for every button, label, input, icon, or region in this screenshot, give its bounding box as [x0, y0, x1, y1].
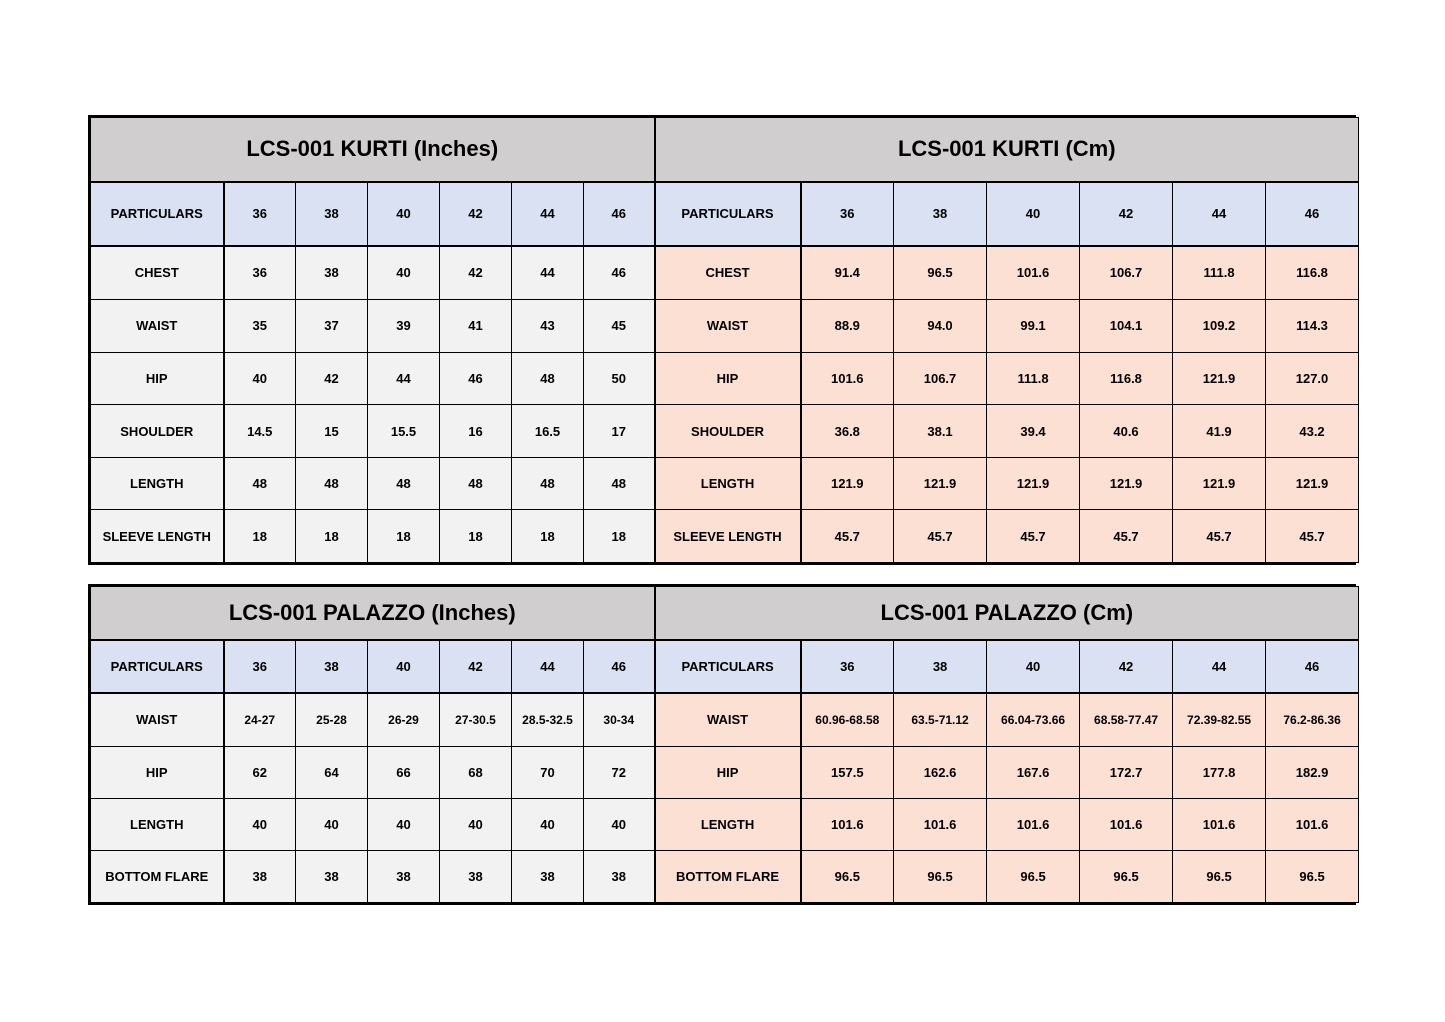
palazzo-inches-size-header: 42 [440, 640, 512, 693]
cell-cm: 167.6 [987, 746, 1080, 798]
cell-inches: 18 [584, 510, 655, 563]
cell-inches: 18 [512, 510, 584, 563]
kurti-size-chart [88, 115, 1356, 565]
row-label: SLEEVE LENGTH [91, 510, 224, 563]
cell-inches: 40 [368, 246, 440, 300]
cell-cm: 121.9 [801, 457, 894, 510]
cell-cm: 45.7 [1266, 510, 1359, 563]
cell-cm: 162.6 [894, 746, 987, 798]
table-row [91, 746, 1359, 798]
cell-cm: 63.5-71.12 [894, 693, 987, 747]
row-label: CHEST [655, 246, 801, 300]
cell-cm: 127.0 [1266, 352, 1359, 405]
cell-inches: 38 [512, 850, 584, 902]
cell-cm: 40.6 [1080, 405, 1173, 458]
kurti-cm-size-header: 44 [1173, 182, 1266, 246]
cell-inches: 24-27 [224, 693, 296, 747]
palazzo-inches-title: LCS-001 PALAZZO (Inches) [91, 587, 655, 640]
palazzo-cm-size-header: 42 [1080, 640, 1173, 693]
row-label: SHOULDER [91, 405, 224, 458]
cell-cm: 45.7 [894, 510, 987, 563]
cell-inches: 38 [368, 850, 440, 902]
cell-inches: 38 [296, 850, 368, 902]
cell-inches: 46 [584, 246, 655, 300]
cell-cm: 41.9 [1173, 405, 1266, 458]
cell-cm: 111.8 [987, 352, 1080, 405]
row-label: HIP [655, 746, 801, 798]
cell-inches: 28.5-32.5 [512, 693, 584, 747]
table-row [91, 352, 1359, 405]
table-row [91, 300, 1359, 353]
cell-inches: 18 [296, 510, 368, 563]
cell-inches: 40 [512, 798, 584, 850]
cell-cm: 72.39-82.55 [1173, 693, 1266, 747]
cell-inches: 40 [224, 352, 296, 405]
cell-inches: 36 [224, 246, 296, 300]
cell-cm: 121.9 [1080, 457, 1173, 510]
kurti-inches-size-header: 46 [584, 182, 655, 246]
cell-inches: 35 [224, 300, 296, 353]
cell-inches: 48 [368, 457, 440, 510]
cell-cm: 45.7 [1173, 510, 1266, 563]
cell-inches: 18 [440, 510, 512, 563]
table-row [91, 457, 1359, 510]
cell-inches: 46 [440, 352, 512, 405]
row-label: LENGTH [91, 798, 224, 850]
cell-cm: 121.9 [1173, 457, 1266, 510]
palazzo-table [90, 586, 1359, 903]
cell-cm: 96.5 [894, 850, 987, 902]
cell-cm: 43.2 [1266, 405, 1359, 458]
palazzo-cm-size-header: 44 [1173, 640, 1266, 693]
cell-inches: 37 [296, 300, 368, 353]
table-row [91, 246, 1359, 300]
palazzo-size-chart [88, 584, 1356, 905]
cell-inches: 48 [512, 352, 584, 405]
cell-inches: 38 [296, 246, 368, 300]
cell-inches: 30-34 [584, 693, 655, 747]
cell-inches: 64 [296, 746, 368, 798]
cell-inches: 40 [296, 798, 368, 850]
kurti-inches-size-header: 44 [512, 182, 584, 246]
palazzo-inches-size-header: 44 [512, 640, 584, 693]
cell-cm: 172.7 [1080, 746, 1173, 798]
cell-inches: 38 [440, 850, 512, 902]
cell-cm: 114.3 [1266, 300, 1359, 353]
kurti-cm-size-header: 40 [987, 182, 1080, 246]
cell-inches: 38 [584, 850, 655, 902]
cell-inches: 14.5 [224, 405, 296, 458]
cell-cm: 157.5 [801, 746, 894, 798]
palazzo-cm-size-header: 40 [987, 640, 1080, 693]
cell-inches: 18 [224, 510, 296, 563]
cell-cm: 96.5 [987, 850, 1080, 902]
cell-inches: 48 [440, 457, 512, 510]
cell-inches: 48 [224, 457, 296, 510]
cell-inches: 48 [512, 457, 584, 510]
table-row [91, 850, 1359, 902]
kurti-cm-particulars-header: PARTICULARS [655, 182, 801, 246]
cell-inches: 48 [296, 457, 368, 510]
cell-cm: 36.8 [801, 405, 894, 458]
palazzo-cm-particulars-header: PARTICULARS [655, 640, 801, 693]
cell-cm: 121.9 [1266, 457, 1359, 510]
cell-cm: 94.0 [894, 300, 987, 353]
cell-cm: 177.8 [1173, 746, 1266, 798]
cell-inches: 26-29 [368, 693, 440, 747]
row-label: WAIST [91, 693, 224, 747]
cell-inches: 66 [368, 746, 440, 798]
cell-inches: 40 [584, 798, 655, 850]
row-label: SLEEVE LENGTH [655, 510, 801, 563]
palazzo-header-row [91, 640, 1359, 693]
cell-cm: 101.6 [987, 798, 1080, 850]
kurti-inches-particulars-header: PARTICULARS [91, 182, 224, 246]
cell-inches: 41 [440, 300, 512, 353]
kurti-cm-title: LCS-001 KURTI (Cm) [655, 118, 1359, 182]
palazzo-cm-size-header: 36 [801, 640, 894, 693]
row-label: LENGTH [655, 798, 801, 850]
cell-inches: 17 [584, 405, 655, 458]
cell-inches: 18 [368, 510, 440, 563]
cell-cm: 121.9 [894, 457, 987, 510]
cell-cm: 96.5 [1173, 850, 1266, 902]
cell-inches: 15.5 [368, 405, 440, 458]
cell-cm: 101.6 [801, 352, 894, 405]
cell-cm: 66.04-73.66 [987, 693, 1080, 747]
table-row [91, 798, 1359, 850]
cell-inches: 38 [224, 850, 296, 902]
cell-inches: 45 [584, 300, 655, 353]
cell-inches: 40 [224, 798, 296, 850]
cell-cm: 91.4 [801, 246, 894, 300]
table-row [91, 405, 1359, 458]
cell-cm: 116.8 [1080, 352, 1173, 405]
cell-cm: 121.9 [1173, 352, 1266, 405]
row-label: HIP [91, 746, 224, 798]
palazzo-inches-size-header: 36 [224, 640, 296, 693]
cell-cm: 96.5 [1080, 850, 1173, 902]
palazzo-inches-size-header: 40 [368, 640, 440, 693]
cell-inches: 72 [584, 746, 655, 798]
row-label: LENGTH [655, 457, 801, 510]
palazzo-cm-size-header: 38 [894, 640, 987, 693]
cell-cm: 111.8 [1173, 246, 1266, 300]
cell-inches: 70 [512, 746, 584, 798]
cell-inches: 40 [368, 798, 440, 850]
palazzo-cm-size-header: 46 [1266, 640, 1359, 693]
cell-inches: 62 [224, 746, 296, 798]
cell-cm: 101.6 [987, 246, 1080, 300]
row-label: WAIST [655, 693, 801, 747]
cell-cm: 101.6 [894, 798, 987, 850]
row-label: BOTTOM FLARE [91, 850, 224, 902]
cell-inches: 44 [368, 352, 440, 405]
table-row [91, 510, 1359, 563]
cell-cm: 45.7 [987, 510, 1080, 563]
cell-inches: 15 [296, 405, 368, 458]
cell-cm: 106.7 [1080, 246, 1173, 300]
kurti-inches-size-header: 40 [368, 182, 440, 246]
kurti-inches-title: LCS-001 KURTI (Inches) [91, 118, 655, 182]
cell-cm: 101.6 [1080, 798, 1173, 850]
cell-cm: 104.1 [1080, 300, 1173, 353]
cell-inches: 44 [512, 246, 584, 300]
row-label: CHEST [91, 246, 224, 300]
kurti-table [90, 117, 1359, 563]
table-row [91, 693, 1359, 747]
cell-cm: 38.1 [894, 405, 987, 458]
cell-cm: 45.7 [1080, 510, 1173, 563]
cell-inches: 42 [296, 352, 368, 405]
kurti-cm-size-header: 38 [894, 182, 987, 246]
cell-cm: 101.6 [1266, 798, 1359, 850]
row-label: BOTTOM FLARE [655, 850, 801, 902]
kurti-inches-size-header: 38 [296, 182, 368, 246]
palazzo-inches-size-header: 46 [584, 640, 655, 693]
row-label: HIP [91, 352, 224, 405]
cell-inches: 48 [584, 457, 655, 510]
cell-inches: 43 [512, 300, 584, 353]
cell-cm: 106.7 [894, 352, 987, 405]
cell-inches: 25-28 [296, 693, 368, 747]
cell-cm: 39.4 [987, 405, 1080, 458]
row-label: WAIST [655, 300, 801, 353]
cell-cm: 76.2-86.36 [1266, 693, 1359, 747]
kurti-inches-size-header: 36 [224, 182, 296, 246]
palazzo-inches-size-header: 38 [296, 640, 368, 693]
cell-inches: 68 [440, 746, 512, 798]
palazzo-inches-particulars-header: PARTICULARS [91, 640, 224, 693]
kurti-inches-size-header: 42 [440, 182, 512, 246]
kurti-cm-size-header: 42 [1080, 182, 1173, 246]
cell-cm: 182.9 [1266, 746, 1359, 798]
cell-inches: 50 [584, 352, 655, 405]
palazzo-cm-title: LCS-001 PALAZZO (Cm) [655, 587, 1359, 640]
kurti-cm-size-header: 36 [801, 182, 894, 246]
cell-cm: 96.5 [1266, 850, 1359, 902]
cell-cm: 96.5 [801, 850, 894, 902]
kurti-cm-size-header: 46 [1266, 182, 1359, 246]
cell-cm: 101.6 [801, 798, 894, 850]
cell-inches: 42 [440, 246, 512, 300]
cell-cm: 109.2 [1173, 300, 1266, 353]
cell-inches: 27-30.5 [440, 693, 512, 747]
cell-inches: 39 [368, 300, 440, 353]
row-label: SHOULDER [655, 405, 801, 458]
cell-cm: 116.8 [1266, 246, 1359, 300]
cell-cm: 88.9 [801, 300, 894, 353]
cell-inches: 16.5 [512, 405, 584, 458]
row-label: WAIST [91, 300, 224, 353]
cell-cm: 121.9 [987, 457, 1080, 510]
cell-cm: 101.6 [1173, 798, 1266, 850]
cell-cm: 96.5 [894, 246, 987, 300]
cell-inches: 16 [440, 405, 512, 458]
row-label: HIP [655, 352, 801, 405]
cell-cm: 45.7 [801, 510, 894, 563]
cell-inches: 40 [440, 798, 512, 850]
kurti-header-row [91, 182, 1359, 246]
cell-cm: 99.1 [987, 300, 1080, 353]
cell-cm: 60.96-68.58 [801, 693, 894, 747]
row-label: LENGTH [91, 457, 224, 510]
cell-cm: 68.58-77.47 [1080, 693, 1173, 747]
